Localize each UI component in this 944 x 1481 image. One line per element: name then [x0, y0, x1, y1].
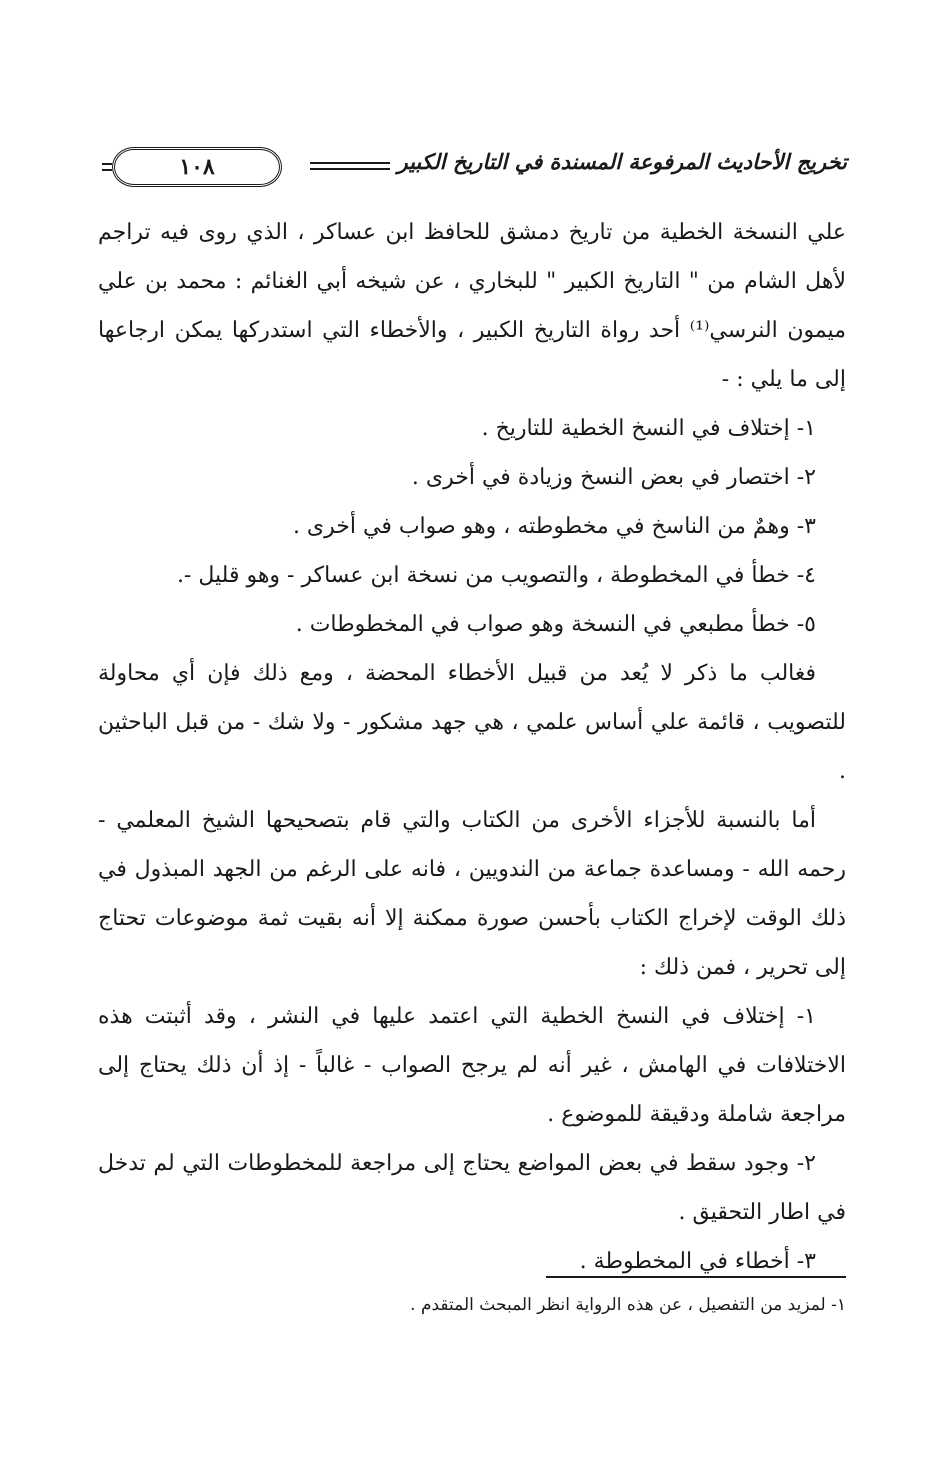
paragraph: أما بالنسبة للأجزاء الأخرى من الكتاب والتي قام بتصحيحها الشيخ المعلمي - رحمه الله - ومساعدة جماعة من الندويين ، فانه على الرغم من الجهد المبذول في ذلك الوقت لإخراج الكتاب بأحسن صورة ممكنة إلا أنه بقيت ثمة موضوعات تحتاج إلى تحرير ، فمن ذلك :: [98, 808, 846, 980]
page-number-badge: [112, 147, 282, 187]
running-title: تخريج الأحاديث المرفوعة المسندة في التاريخ الكبير: [397, 149, 847, 174]
paragraph: ٣- أخطاء في المخطوطة .: [579, 1249, 816, 1274]
body-text: [98, 208, 846, 1286]
header-rule-middle: [310, 162, 390, 164]
paragraph: ٢- وجود سقط في بعض المواضع يحتاج إلى مراجعة للمخطوطات التي لم تدخل في اطار التحقيق .: [98, 1151, 846, 1225]
header-rule-middle-2: [310, 168, 390, 170]
list-item: ٤- خطأ في المخطوطة ، والتصويب من نسخة ابن عساكر - وهو قليل -.: [176, 563, 816, 588]
page-header: [102, 145, 847, 195]
list-item: ٢- اختصار في بعض النسخ وزيادة في أخرى .: [411, 465, 816, 490]
header-rule-left-2: [102, 169, 112, 171]
header-rule-left: [102, 163, 112, 165]
page-number: ١٠٨: [179, 154, 215, 180]
paragraph: فغالب ما ذكر لا يُعد من قبيل الأخطاء المحضة ، ومع ذلك فإن أي محاولة للتصويب ، قائمة علي أساس علمي ، هي جهد مشكور - ولا شك - من قبل الباحثين .: [98, 661, 846, 784]
paragraph: ١- إختلاف في النسخ الخطية التي اعتمد عليها في النشر ، وقد أثبتت هذه الاختلافات في الهامش ، غير أنه لم يرجح الصواب - غالباً - إذ أن ذلك يحتاج إلى مراجعة شاملة ودقيقة للموضوع .: [98, 1004, 846, 1127]
paragraph-intro: علي النسخة الخطية من تاريخ دمشق للحافظ ابن عساكر ، الذي روى فيه تراجم لأهل الشام من " التاريخ الكبير " للبخاري ، عن شيخه أبي الغنائم : محمد بن علي ميمون النرسي⁽¹⁾ أحد رواة التاريخ الكبير ، والأخطاء التي استدركها يمكن ارجاعها إلى ما يلي : -: [98, 220, 846, 392]
list-item: ١- إختلاف في النسخ الخطية للتاريخ .: [481, 416, 816, 441]
footnote-separator: [546, 1276, 846, 1278]
list-item: ٥- خطأ مطبعي في النسخة وهو صواب في المخطوطات .: [295, 612, 816, 637]
footnote: ١- لمزيد من التفصيل ، عن هذه الرواية انظر المبحث المتقدم .: [410, 1295, 846, 1315]
list-item: ٣- وهمٌ من الناسخ في مخطوطته ، وهو صواب في أخرى .: [292, 514, 816, 539]
